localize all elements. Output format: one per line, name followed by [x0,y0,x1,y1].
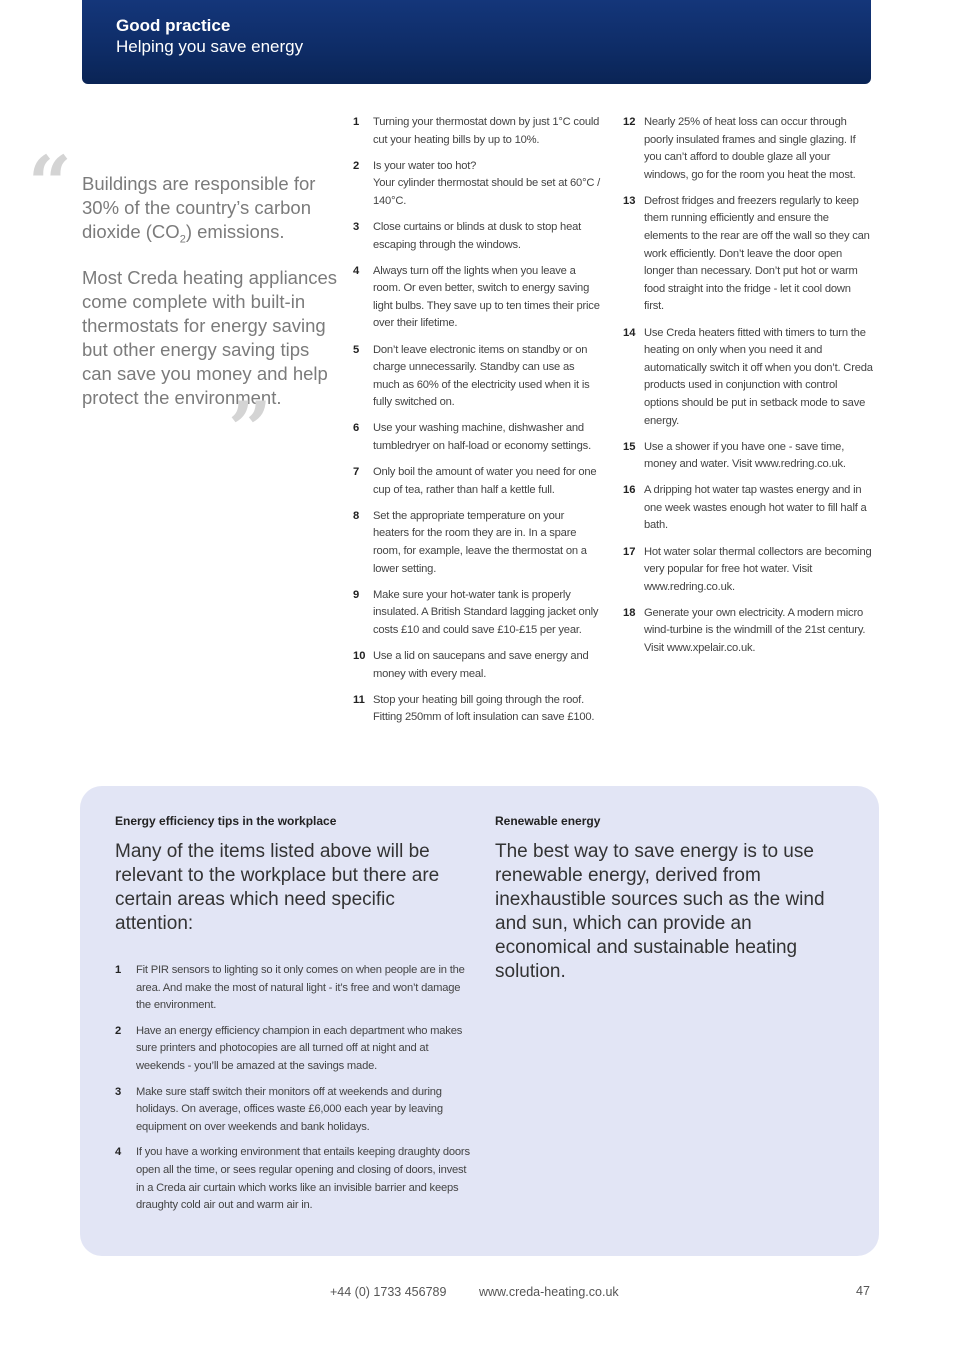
tip-text: Use a shower if you have one - save time, money and water. Visit www.redring.co.uk. [644,440,846,471]
tip-item [115,962,475,1015]
workplace-intro: Many of the items listed above will be relevant to the workplace but there are certain areas which need specific attention: [115,841,440,934]
tip-text: Stop your heating bill going through the roof. Fitting 250mm of loft insulation can save £100. [373,693,595,724]
tip-number: 18 [623,606,636,619]
tip-text: Use Creda heaters fitted with timers to turn the heating on only when you need it and automatically switch it off when you don’t. Creda products used in conjunction with control options should be put in setback mode to save energy. [644,326,873,427]
tip-item [353,219,603,254]
header-subtitle: Helping you save energy [116,37,304,56]
tip-item [353,587,603,640]
info-panel [80,786,879,1256]
footer-phone: +44 (0) 1733 456789 [330,1285,447,1299]
pull-quote [82,172,340,410]
tip-number: 3 [353,220,360,233]
tip-text: Don’t leave electronic items on standby or on charge unnecessarily. Standby can use as much as 60% of the electricity used when it is fully switched on. [373,343,590,409]
tip-number: 11 [353,693,365,706]
tip-text: Use a lid on saucepans and save energy and money with every meal. [373,649,589,680]
renewable-text: The best way to save energy is to use renewable energy, derived from inexhaustible sources such as the wind and sun, which can provide an economical and sustainable heating solution. [495,841,825,982]
open-quote-icon: “ [28,139,72,228]
tip-number: 1 [353,116,360,128]
tip-item [623,482,873,535]
page-number: 47 [856,1284,870,1298]
page-header [82,0,871,84]
renewable-heading: Renewable energy [495,814,601,828]
header-title: Good practice [116,16,231,35]
tip-number: 13 [623,194,636,207]
tip-text: Have an energy efficiency champion in each department who makes sure printers and photocopies are all turned off at night and at weekends - you’ll be amazed at the savings made. [136,1024,463,1072]
tip-text: Nearly 25% of heat loss can occur through poorly insulated frames and single glazing. If you can’t afford to double glaze all your windows, go for the room you heat the most. [644,116,856,181]
tip-number: 14 [623,326,636,339]
tip-number: 12 [623,116,636,128]
tip-text: A dripping hot water tap wastes energy and in one week wastes enough hot water to fill half a bath. [644,484,867,532]
tip-text: Generate your own electricity. A modern micro wind-turbine is the windmill of the 21st century. Visit www.xpelair.co.uk. [644,606,866,655]
tip-number: 4 [353,264,360,277]
tip-text: Make sure your hot-water tank is properly insulated. A British Standard lagging jacket only costs £10 and could save £10-£15 per year. [373,588,599,636]
tip-item [623,193,873,316]
tip-text: If you have a working environment that entails keeping draughty doors open all the time, or sees regular opening and closing of doors, invest in a Creda air curtain which works like an invisible barrier and keeps draughty cold air out and warm air in. [136,1146,470,1212]
tip-item [623,114,873,184]
tip-number: 2 [115,1024,122,1037]
tip-item [623,544,873,597]
tip-text: Turning your thermostat down by just 1°C could cut your heating bills by up to 10%. [373,116,600,146]
tip-item [353,464,603,499]
tip-text: Only boil the amount of water you need for one cup of tea, rather than half a kettle full. [373,466,597,496]
tip-number: 8 [353,509,360,522]
tip-item [353,158,603,211]
tip-text: Defrost fridges and freezers regularly to keep them running efficiently and ensure the elements to the rear are off the wall so they can work efficiently. Don’t leave the door open longer than necessary. Don’t put hot or warm food straight into the fridge - let it cool down first. [644,194,870,313]
tip-text: Make sure staff switch their monitors off at weekends and during holidays. On average, offices waste £6,000 each year by leaving equipment on over weekends and bank holidays. [136,1085,443,1133]
tip-item [353,420,603,455]
close-quote-icon: ” [228,385,272,474]
tip-number: 15 [623,440,636,453]
tip-number: 9 [353,588,360,601]
tip-number: 5 [353,343,360,356]
pull-quote-paragraph-2: Most Creda heating appliances come complete with built-in thermostats for energy saving but other energy saving tips can save you money and help protect the environment. [82,266,338,408]
pull-quote-paragraph-1: Buildings are responsible for 30% of the country’s carbon dioxide $(CO_2)$ emissions. [82,173,316,246]
tip-number: 16 [623,484,636,497]
workplace-heading: Energy efficiency tips in the workplace [115,814,337,828]
tip-text: Set the appropriate temperature on your heaters for the room they are in. In a spare room, for example, leave the thermostat on a lower setting. [373,509,587,575]
tip-text: Always turn off the lights when you leave a room. Or even better, switch to energy saving light bulbs. They save up to ten times their price over their lifetime. [373,264,600,330]
tip-number: 1 [115,964,122,976]
tip-item [115,1084,475,1137]
tip-item [353,114,603,149]
tip-item [623,325,873,431]
tip-text: Close curtains or blinds at dusk to stop heat escaping through the windows. [373,220,582,251]
tip-text: Fit PIR sensors to lighting so it only comes on when people are in the area. And make the most of natural light - it’s free and won’t damage the environment. [136,964,465,1012]
tip-text: Use your washing machine, dishwasher and tumbledryer on half-load or economy settings. [373,422,591,452]
tip-item [353,648,603,683]
tip-item [115,1144,475,1214]
tip-number: 17 [623,545,636,558]
tip-item [353,342,603,412]
tip-number: 2 [353,159,360,172]
tip-text: Is your water too hot? Your cylinder thermostat should be set at 60°C / 140°C. [373,159,601,207]
tips-column-1 [353,114,603,735]
tip-number: 6 [353,422,360,435]
footer-website[interactable]: www.creda-heating.co.uk [479,1285,619,1299]
tip-number: 7 [353,466,360,479]
tip-number: 4 [115,1146,122,1159]
tip-item [353,692,603,727]
tip-item [623,439,873,474]
tip-item [623,605,873,658]
tip-text: Hot water solar thermal collectors are becoming very popular for free hot water. Visit www.redring.co.uk. [644,545,872,593]
tip-number: 10 [353,649,366,662]
tip-item [353,508,603,578]
tip-item [353,263,603,333]
tip-number: 3 [115,1085,122,1098]
workplace-tips [115,962,475,1223]
tip-item [115,1023,475,1076]
tips-column-2 [623,114,873,666]
